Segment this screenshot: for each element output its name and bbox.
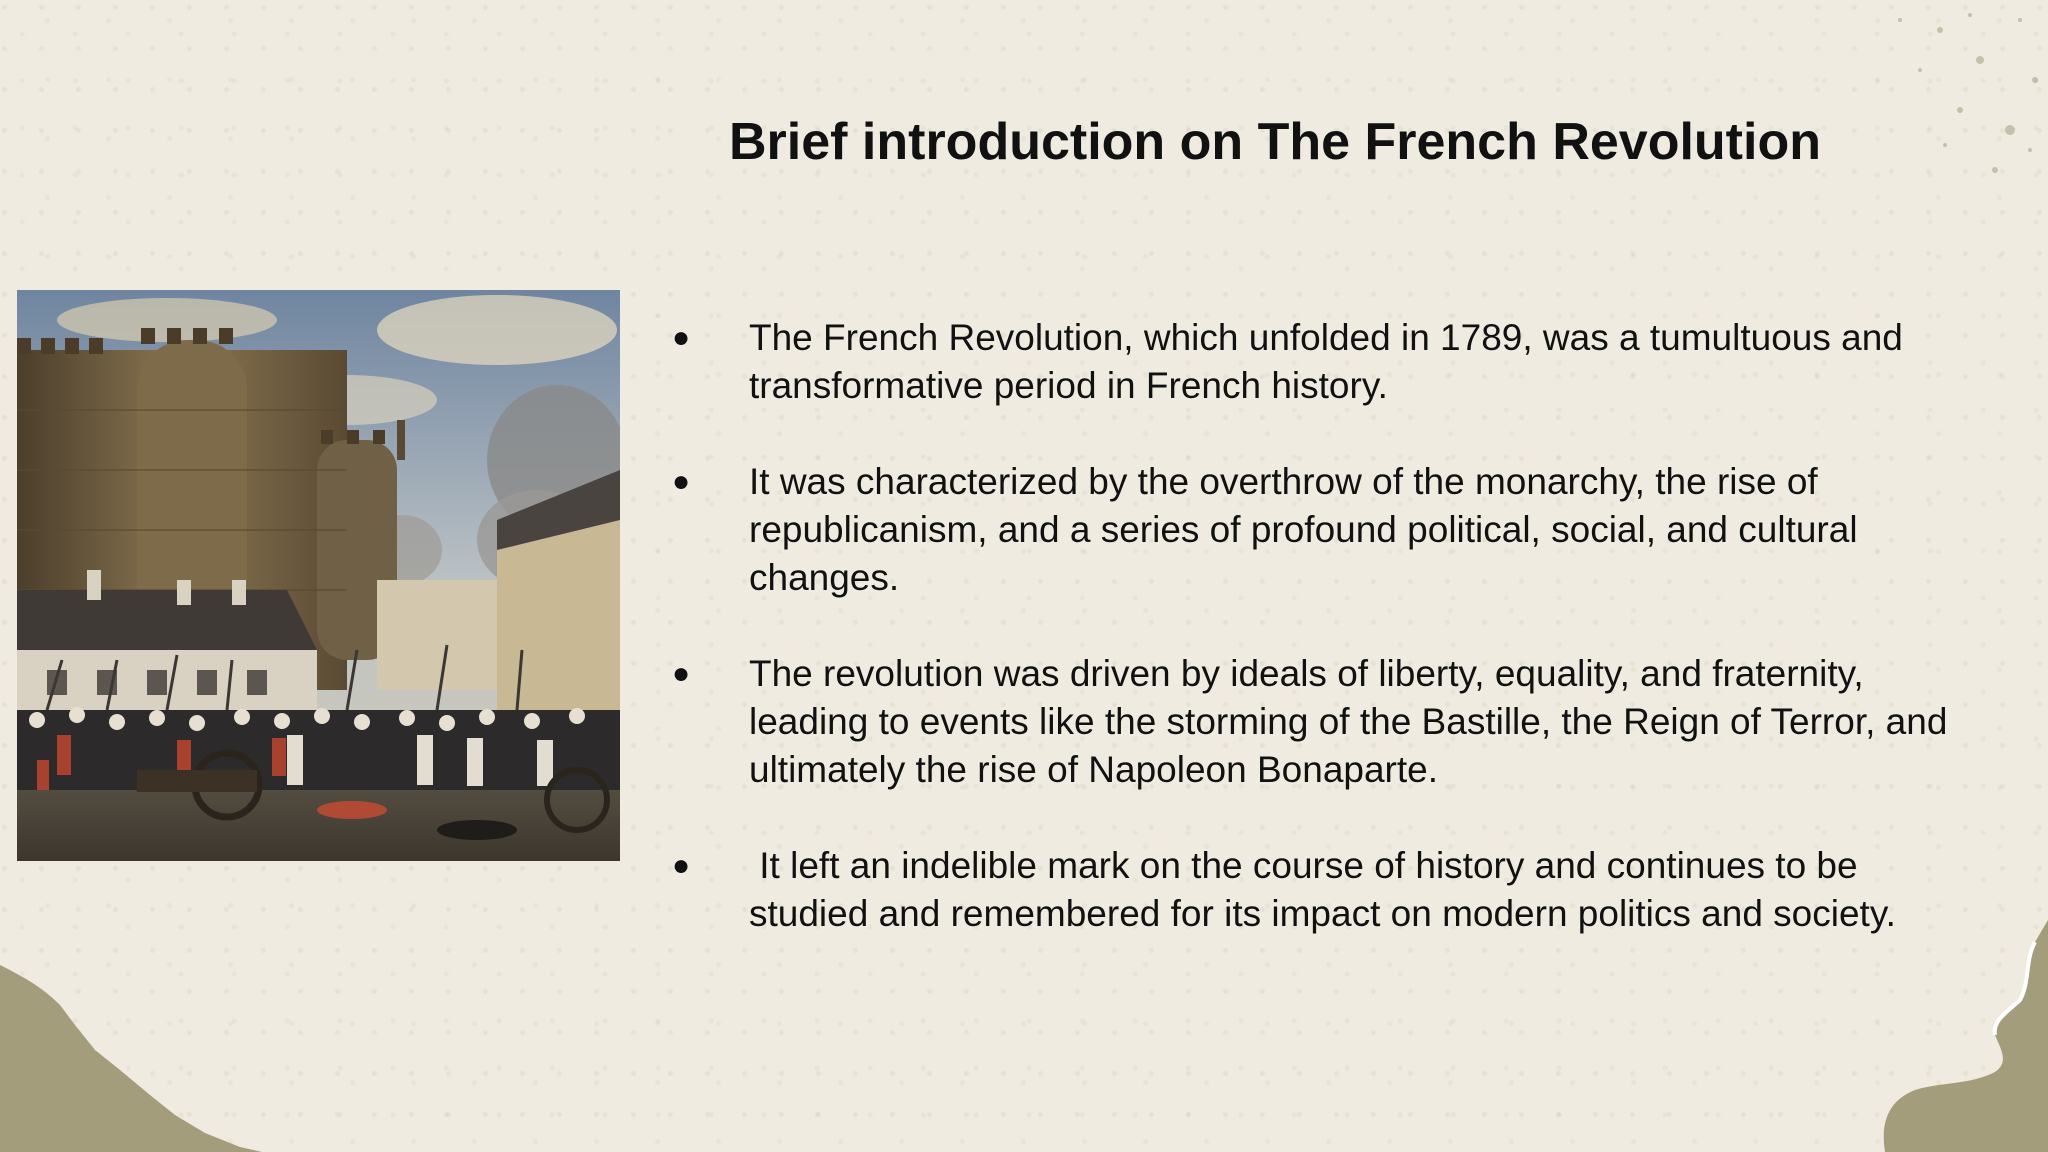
- olive-corner-shape-left: [0, 955, 270, 1152]
- bullet-dot: ●: [672, 465, 691, 498]
- bullet-item: [672, 314, 1972, 410]
- bullet-item: [672, 458, 1972, 602]
- bullet-dot: ●: [672, 321, 691, 354]
- speckle-decoration: [1820, 0, 2048, 200]
- bastille-painting: [17, 290, 620, 861]
- bullet-dot: ●: [672, 849, 691, 882]
- bullet-text: The revolution was driven by ideals of liberty, equality, and fraternity, leading to events like the storming of the Bastille, the Reign of Terror, and ultimately the rise of Napoleon Bonaparte.: [749, 653, 1948, 790]
- bullet-list: [672, 314, 1972, 986]
- bullet-text: The French Revolution, which unfolded in 1789, was a tumultuous and transformative period in French history.: [749, 317, 1903, 406]
- bullet-dot: ●: [672, 657, 691, 690]
- slide-title: Brief introduction on The French Revolution: [729, 113, 1821, 171]
- bullet-item: [672, 650, 1972, 794]
- bullet-text: It was characterized by the overthrow of the monarchy, the rise of republicanism, and a series of profound political, social, and cultural changes.: [749, 461, 1858, 598]
- bullet-item: [672, 842, 1972, 938]
- bullet-text: It left an indelible mark on the course of history and continues to be studied and remembered for its impact on modern politics and society.: [749, 845, 1896, 934]
